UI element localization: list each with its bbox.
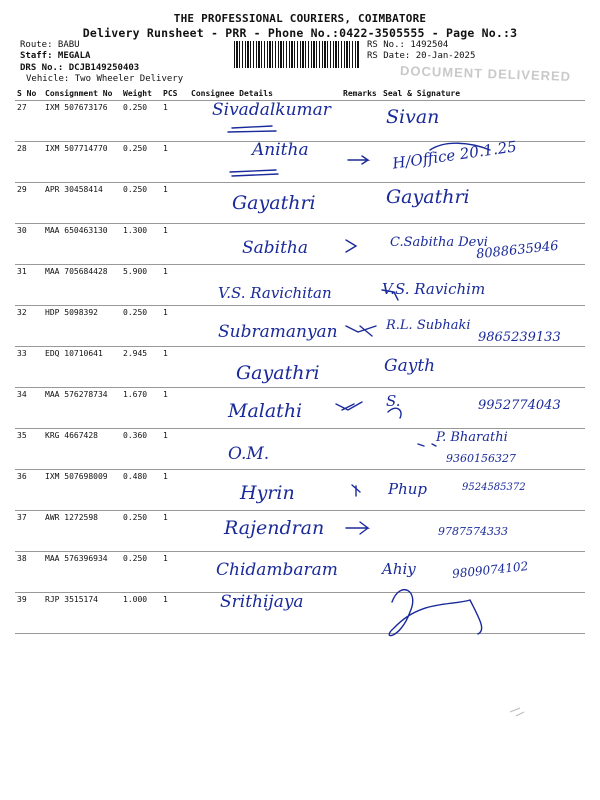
handwritten-consignee: Gayathri <box>232 192 316 214</box>
cell-weight: 1.300 <box>121 224 161 265</box>
cell-sno: 31 <box>15 265 43 306</box>
col-header-remarks: Remarks <box>341 86 381 101</box>
scribble-mark <box>430 143 490 150</box>
cell-consignment: HDP 5098392 <box>43 306 121 347</box>
handwritten-consignee: O.M. <box>228 444 270 464</box>
cell-consignment: RJP 3515174 <box>43 593 121 634</box>
handwritten-phone: 9787574333 <box>438 525 508 538</box>
document-delivered-stamp: DOCUMENT DELIVERED <box>399 63 572 84</box>
cell-weight: 0.480 <box>121 470 161 511</box>
cell-consignment: EDQ 10710641 <box>43 347 121 388</box>
handwritten-consignee: Srithijaya <box>220 592 304 612</box>
handwritten-signature: S. <box>386 392 401 410</box>
cell-pcs: 1 <box>161 142 189 183</box>
cell-pcs: 1 <box>161 101 189 142</box>
scribble-mark <box>382 290 398 300</box>
cell-weight: 0.250 <box>121 306 161 347</box>
cell-weight: 1.000 <box>121 593 161 634</box>
cell-weight: 0.250 <box>121 183 161 224</box>
cell-pcs: 1 <box>161 593 189 634</box>
scribble-mark <box>389 590 482 636</box>
cell-sno: 36 <box>15 470 43 511</box>
cell-consignment: APR 30458414 <box>43 183 121 224</box>
cell-weight: 0.250 <box>121 511 161 552</box>
cell-pcs: 1 <box>161 224 189 265</box>
cell-consignment: IXM 507714770 <box>43 142 121 183</box>
rs-number: RS No.: 1492504 <box>367 40 449 50</box>
arrow-mark <box>346 240 356 252</box>
strike-through-mark <box>228 126 276 132</box>
handwritten-signature: Sivan <box>386 106 440 128</box>
handwritten-signature: H/Office 20.1.25 <box>391 137 518 173</box>
arrow-mark <box>346 522 368 534</box>
cell-sno: 30 <box>15 224 43 265</box>
cell-weight: 1.670 <box>121 388 161 429</box>
handwritten-signature: R.L. Subhaki <box>386 318 471 333</box>
handwritten-signature: Phup <box>388 480 428 498</box>
staff-label: Staff: MEGALA <box>20 51 91 61</box>
cell-consignment: IXM 507698009 <box>43 470 121 511</box>
col-header-signature: Seal & Signature <box>381 86 585 101</box>
cell-pcs: 1 <box>161 429 189 470</box>
cell-consignment: MAA 576278734 <box>43 388 121 429</box>
arrow-mark <box>352 485 360 496</box>
scribble-mark <box>388 408 401 418</box>
handwritten-phone: 9360156327 <box>446 452 516 465</box>
handwritten-consignee: Malathi <box>228 400 303 422</box>
route-label: Route: BABU <box>20 40 80 50</box>
cell-sno: 27 <box>15 101 43 142</box>
col-header-sno: S No <box>15 86 43 101</box>
cell-consignment: KRG 4667428 <box>43 429 121 470</box>
company-title: THE PROFESSIONAL COURIERS, COIMBATORE <box>173 12 427 25</box>
handwritten-signature: Ahiy <box>382 560 416 578</box>
handwritten-phone: 9524585372 <box>462 482 526 493</box>
cell-weight: 0.250 <box>121 142 161 183</box>
cell-weight: 0.250 <box>121 552 161 593</box>
col-header-consignment: Consignment No <box>43 86 121 101</box>
cell-weight: 0.360 <box>121 429 161 470</box>
arrow-mark <box>336 402 362 410</box>
handwritten-signature: V.S. Ravichim <box>382 280 486 298</box>
cell-pcs: 1 <box>161 306 189 347</box>
cell-sno: 33 <box>15 347 43 388</box>
cell-sno: 28 <box>15 142 43 183</box>
col-header-consignee: Consignee Details <box>189 86 341 101</box>
handwritten-signature: Gayth <box>384 356 436 376</box>
handwritten-phone: 9952774043 <box>478 398 561 413</box>
cell-consignment: IXM 507673176 <box>43 101 121 142</box>
vehicle-label: Vehicle: Two Wheeler Delivery <box>26 74 184 84</box>
rs-date: RS Date: 20-Jan-2025 <box>367 51 476 61</box>
handwritten-signature: Gayathri <box>386 186 470 208</box>
cell-weight: 0.250 <box>121 101 161 142</box>
cell-sno: 35 <box>15 429 43 470</box>
cell-sno: 34 <box>15 388 43 429</box>
scribble-mark <box>418 444 436 446</box>
handwritten-consignee: Anitha <box>252 140 309 160</box>
cell-pcs: 1 <box>161 347 189 388</box>
cell-sno: 38 <box>15 552 43 593</box>
handwritten-consignee: Sabitha <box>242 238 309 258</box>
arrow-mark <box>346 326 376 336</box>
col-header-pcs: PCS <box>161 86 189 101</box>
col-header-weight: Weight <box>121 86 161 101</box>
cell-weight: 2.945 <box>121 347 161 388</box>
cell-sno: 37 <box>15 511 43 552</box>
cell-consignment: AWR 1272598 <box>43 511 121 552</box>
handwritten-phone: 9809074102 <box>451 559 529 581</box>
cell-pcs: 1 <box>161 183 189 224</box>
handwritten-consignee: Chidambaram <box>216 560 338 580</box>
scan-mark <box>510 708 524 716</box>
cell-sno: 39 <box>15 593 43 634</box>
handwritten-phone: 9865239133 <box>478 330 561 345</box>
cell-pcs: 1 <box>161 265 189 306</box>
handwritten-consignee: Gayathri <box>236 362 320 384</box>
arrow-mark <box>348 156 368 164</box>
cell-consignment: MAA 650463130 <box>43 224 121 265</box>
handwritten-consignee: Subramanyan <box>218 322 338 342</box>
cell-consignment: MAA 705684428 <box>43 265 121 306</box>
strike-through-mark <box>230 170 278 176</box>
cell-pcs: 1 <box>161 470 189 511</box>
handwritten-phone: 8088635946 <box>475 238 560 263</box>
handwritten-consignee: Rajendran <box>224 517 325 539</box>
handwritten-signature: P. Bharathi <box>436 430 508 445</box>
handwritten-signature: C.Sabitha Devi <box>390 235 488 250</box>
drs-number: DRS No.: DCJB149250403 <box>20 63 140 73</box>
cell-sno: 29 <box>15 183 43 224</box>
handwritten-consignee: V.S. Ravichitan <box>218 284 332 302</box>
cell-pcs: 1 <box>161 511 189 552</box>
cell-consignment: MAA 576396934 <box>43 552 121 593</box>
cell-pcs: 1 <box>161 552 189 593</box>
handwritten-consignee: Hyrin <box>240 482 295 504</box>
cell-pcs: 1 <box>161 388 189 429</box>
runsheet-subtitle: Delivery Runsheet - PRR - Phone No.:0422-3505555 - Page No.:3 <box>82 26 518 40</box>
cell-sno: 32 <box>15 306 43 347</box>
cell-weight: 5.900 <box>121 265 161 306</box>
handwritten-consignee: Sivadalkumar <box>212 100 331 120</box>
